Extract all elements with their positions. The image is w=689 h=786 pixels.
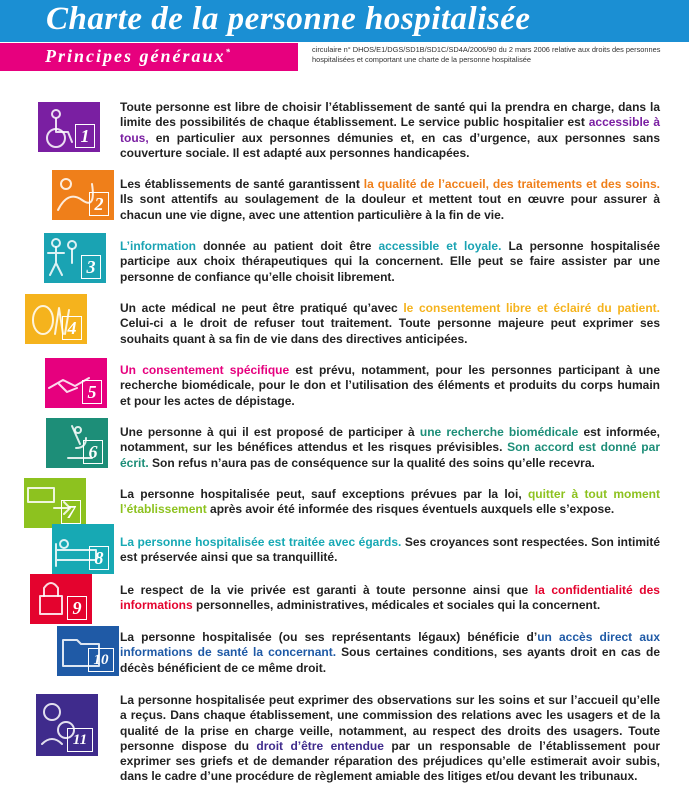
principle-number: 10 [88, 648, 114, 672]
highlighted-phrase: quitter à tout moment l’établissement [120, 487, 661, 517]
principle-number: 11 [67, 728, 93, 752]
text-segment: est informée, notamment, sur les bénéfices attendus et les risques prévisibles. [120, 425, 660, 455]
principle-text [120, 583, 660, 614]
principle-text [120, 301, 660, 347]
text-segment: en particulier aux personnes démunies et, en cas d’urgence, aux personnes sans couverture sociale. Il est adapté aux personnes handicapées. [120, 130, 660, 160]
highlighted-phrase: accessible à tous, [120, 115, 660, 145]
principle-number: 3 [81, 255, 101, 279]
principle-number: 7 [61, 500, 81, 524]
principle-number: 9 [67, 596, 87, 620]
principle-number: 4 [62, 316, 82, 340]
lock-icon [30, 574, 92, 624]
highlighted-phrase: la qualité de l’accueil, des traitements et des soins. [363, 177, 660, 191]
text-segment: Une personne à qui il est proposé de participer à [120, 425, 420, 439]
circulaire-reference: circulaire n° DHOS/E1/DGS/SD1B/SD1C/SD4A/2006/90 du 2 mars 2006 relative aux droits des personnes hospitalisées et comportant une charte de la personne hospitalisée [312, 45, 661, 64]
care-icon [52, 170, 114, 220]
wheelchair-icon [38, 102, 100, 152]
text-segment: La personne hospitalisée peut, sauf exceptions prévues par la loi, [120, 487, 528, 501]
handshake-icon [45, 358, 107, 408]
highlighted-phrase: Un consentement spécifique [120, 363, 290, 377]
hands-icon [25, 294, 87, 344]
highlighted-phrase: droit d’être entendue [256, 738, 384, 753]
principle-text [120, 630, 660, 676]
principle-number: 6 [83, 440, 103, 464]
page-subtitle [45, 46, 232, 67]
principle-text [120, 239, 660, 285]
text-segment: Les établissements de santé garantissent [120, 177, 364, 191]
text-segment: par un responsable de l’établissement pour exprimer ses griefs et de demander réparation des préjudices qu’elle estimerait avoir subis, dans le cadre d’une procédure de règlement amiable des litiges et/ou devant les tribunaux. [120, 738, 660, 784]
principle-text [120, 693, 660, 785]
text-segment: La personne hospitalisée peut exprimer des observations sur les soins et sur l’accueil qu’elle a reçus. Dans chaque établissement, une commission des relations avec les usagers et de la qualité de la prise en charge veille, notamment, au respect des droits des usagers. Toute personne dispose du [120, 693, 660, 753]
highlighted-phrase: accessible et loyale. [378, 239, 502, 253]
principle-number: 8 [89, 546, 109, 570]
text-segment: est prévu, notamment, pour les personnes participant à une recherche biomédicale, pour le don et l’utilisation des éléments et produits du corps humain et pour les actes de dépistage. [120, 363, 660, 408]
principle-text [120, 487, 660, 518]
text-segment: personnelles, administratives, médicales et sociales qui la concernent. [192, 598, 601, 613]
text-segment: Sous certaines conditions, ses ayants droit en cas de décès bénéficient de ce même droit. [120, 645, 660, 675]
highlighted-phrase: L’information [120, 239, 196, 253]
principle-text [120, 177, 660, 223]
faces-icon [36, 694, 98, 756]
text-segment: après avoir été informée des risques éventuels auxquels elle s’expose. [206, 502, 615, 517]
exit-sign-icon [24, 478, 86, 528]
text-segment: Ses croyances sont respectées. Son intimité est préservée ainsi que sa tranquillité. [120, 535, 660, 565]
header-banner [0, 0, 689, 42]
highlighted-phrase: la confidentialité des informations [120, 583, 660, 613]
principle-number: 5 [82, 380, 102, 404]
highlighted-phrase: La personne hospitalisée est traitée avec égards. [120, 535, 402, 549]
text-segment: Toute personne est libre de choisir l’établissement de santé qui la prendra en charge, dans la limite des possibilités de chaque établissement. Le service public hospitalier est [120, 100, 660, 130]
text-segment: Un acte médical ne peut être pratiqué qu’avec [120, 301, 404, 315]
subtitle-text: Principes généraux [45, 46, 226, 66]
microscope-icon [46, 418, 108, 468]
principle-number: 2 [89, 192, 109, 216]
highlighted-phrase: Son accord est donné par écrit. [120, 440, 660, 470]
subtitle-banner [0, 43, 298, 71]
principle-text [120, 100, 660, 161]
principle-text [120, 425, 660, 471]
text-segment: donnée au patient doit être [196, 239, 379, 253]
subtitle-footnote-mark: * [225, 47, 233, 57]
highlighted-phrase: une recherche biomédicale [419, 425, 579, 439]
text-segment: La personne hospitalisée (ou ses représentants légaux) bénéficie d’ [120, 630, 538, 644]
page-title: Charte de la personne hospitalisée [46, 1, 531, 37]
text-segment: La personne hospitalisée participe aux choix thérapeutiques qui la concernent. Elle peut se faire assister par une personne de confiance qu’elle choisit librement. [120, 239, 661, 284]
text-segment: Celui-ci a le droit de refuser tout traitement. Toute personne majeure peut exprimer ses souhaits quant à sa fin de vie dans des directives anticipées. [120, 316, 660, 346]
text-segment: Ils sont attentifs au soulagement de la douleur et mettent tout en œuvre pour assurer à chacun une vie digne, avec une attention particulière à la fin de vie. [120, 192, 660, 222]
people-icon [44, 233, 106, 283]
text-segment: Le respect de la vie privée est garanti à toute personne ainsi que [120, 583, 535, 597]
principle-text [120, 363, 660, 409]
highlighted-phrase: le consentement libre et éclairé du patient. [403, 301, 660, 315]
highlighted-phrase: un accès direct aux informations de santé la concernant. [120, 630, 660, 660]
folder-icon [57, 626, 119, 676]
text-segment: Son refus n’aura pas de conséquence sur la qualité des soins qu’elle recevra. [148, 455, 595, 470]
principle-number: 1 [75, 124, 95, 148]
principle-text [120, 535, 660, 566]
bed-icon [52, 524, 114, 574]
